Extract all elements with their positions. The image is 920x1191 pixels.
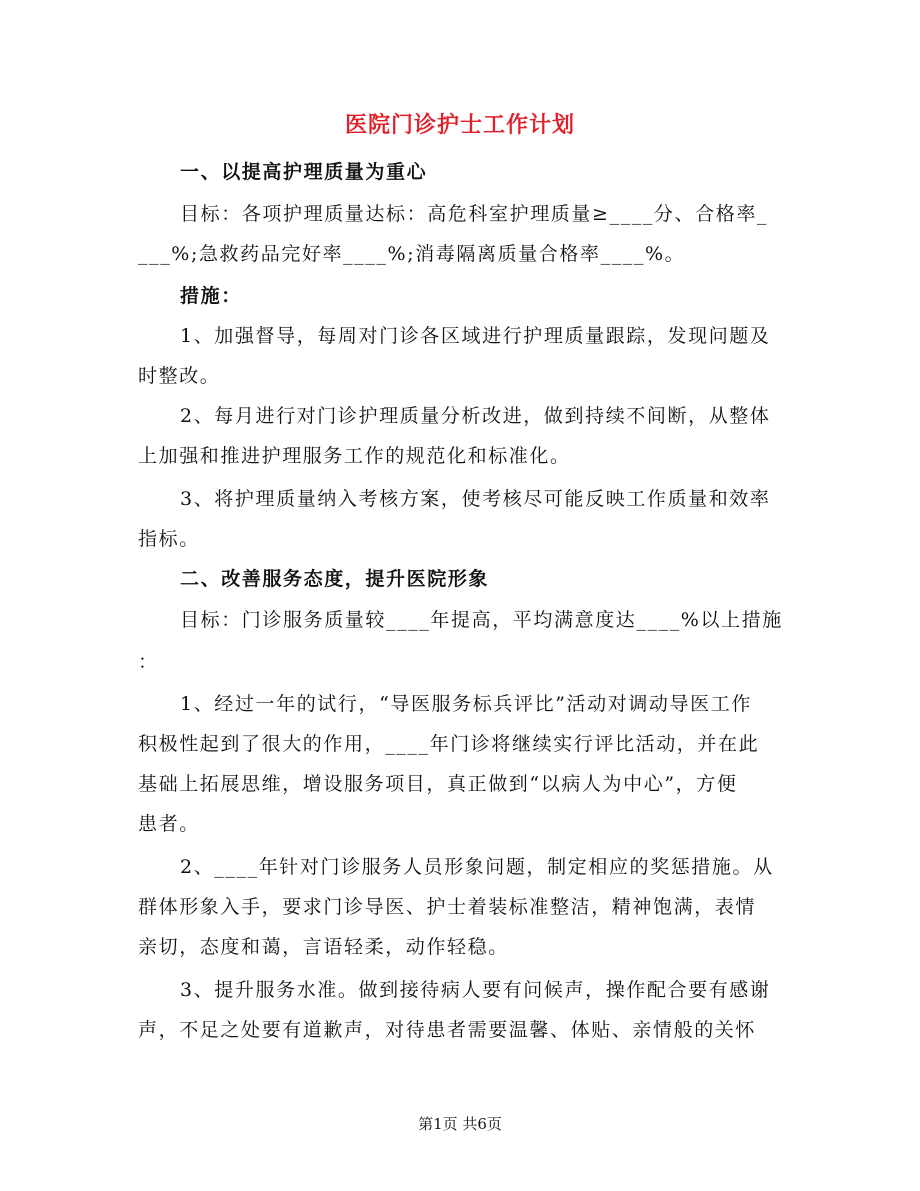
paragraph-line: 上加强和推进护理服务工作的规范化和标准化。	[138, 445, 571, 467]
paragraph-line: ：	[138, 651, 159, 673]
page-number: 第1页 共6页	[418, 1115, 502, 1133]
page-title: 医院门诊护士工作计划	[344, 112, 575, 138]
paragraph-line: 3、将护理质量纳入考核方案，使考核尽可能反映工作质量和效率	[180, 488, 771, 510]
paragraph-line: 基础上拓展思维，增设服务项目，真正做到“以病人为中心”，方便	[138, 773, 738, 795]
paragraph-line: 目标：门诊服务质量较____年提高，平均满意度达____%以上措施	[180, 609, 783, 631]
paragraph-line: 1、经过一年的试行，“导医服务标兵评比”活动对调动导医工作	[180, 693, 752, 715]
measures-label: 措施：	[180, 285, 242, 307]
paragraph-line: 声，不足之处要有道歉声，对待患者需要温馨、体贴、亲情般的关怀	[138, 1019, 757, 1041]
section-heading-2: 二、改善服务态度，提升医院形象	[180, 568, 490, 590]
paragraph-line: 时整改。	[138, 365, 221, 387]
paragraph-line: 指标。	[138, 528, 200, 550]
paragraph-line: 2、每月进行对门诊护理质量分析改进，做到持续不间断，从整体	[180, 405, 771, 427]
paragraph-line: 积极性起到了很大的作用，____年门诊将继续实行评比活动，并在此	[138, 733, 760, 755]
paragraph-line: 亲切，态度和蔼，言语轻柔，动作轻稳。	[138, 936, 509, 958]
paragraph-line: 群体形象入手，要求门诊导医、护士着装标准整洁，精神饱满，表情	[138, 896, 757, 918]
paragraph-line: 3、提升服务水准。做到接待病人要有问候声，操作配合要有感谢	[180, 979, 771, 1001]
paragraph-line: 1、加强督导，每周对门诊各区域进行护理质量跟踪，发现问题及	[180, 325, 771, 347]
section-heading-1: 一、以提高护理质量为重心	[180, 161, 428, 183]
paragraph-line: 目标：各项护理质量达标：高危科室护理质量≥____分、合格率_	[180, 203, 769, 225]
paragraph-line: 患者。	[138, 813, 200, 835]
paragraph-line: 2、____年针对门诊服务人员形象问题，制定相应的奖惩措施。从	[180, 856, 774, 878]
paragraph-line: ___%;急救药品完好率____%;消毒隔离质量合格率____%。	[138, 243, 686, 265]
